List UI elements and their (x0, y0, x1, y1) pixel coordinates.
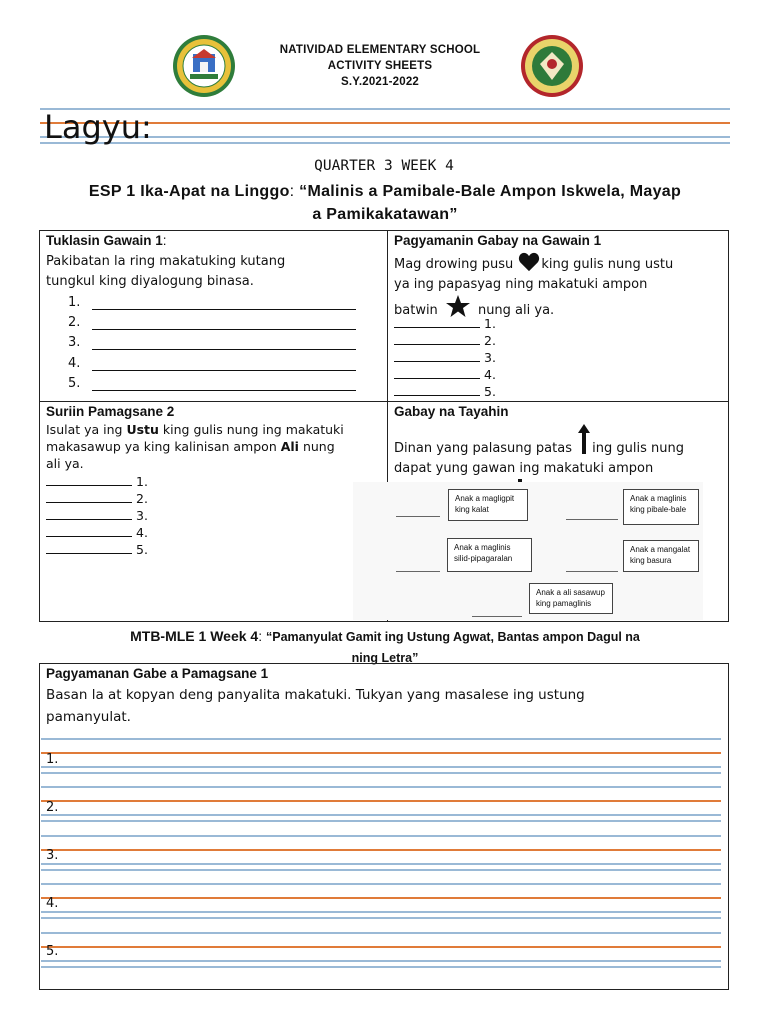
cell2-instructions: Mag drowing pusu king gulis nung ustu ya ing papasyag ning makatuki ampon batwin nung ali ya. (394, 252, 724, 321)
esp-title-line1: “Malinis a Pamibale-Bale Ampon Iskwela, Mayap (299, 183, 682, 200)
school-header (240, 42, 520, 90)
guide-line (41, 786, 721, 788)
school-year: S.Y.2021-2022 (340, 76, 420, 88)
answer-line-5[interactable]: 5. (68, 376, 80, 391)
answer-blank[interactable] (396, 571, 440, 572)
guide-line (41, 766, 721, 768)
writing-line-number[interactable]: 4. (46, 896, 59, 911)
writing-line-number[interactable]: 3. (46, 848, 59, 863)
guide-line (41, 752, 721, 754)
guide-line (41, 897, 721, 899)
answer-line-2[interactable]: 2. (68, 315, 80, 330)
answer-line-4[interactable]: 4. (46, 524, 148, 540)
answer-blank[interactable] (566, 519, 618, 520)
cell3-title: Suriin Pamagsane 2 (46, 404, 175, 419)
cell1-line2: tungkul king diyalogung binasa. (46, 274, 254, 289)
guide-line (41, 869, 721, 871)
writing-line-number[interactable]: 2. (46, 800, 59, 815)
choice-box: Anak a ali sasawup king pamaglinis (529, 583, 613, 614)
mtb-prefix: MTB-MLE 1 Week 4 (130, 628, 259, 644)
arrow-up-icon (578, 424, 590, 454)
mtb-title-line2: ning Letra” (351, 651, 419, 665)
choice-box: Anak a mangalat king basura (623, 540, 699, 572)
answer-line-3[interactable]: 3. (68, 335, 80, 350)
answer-line-1[interactable]: 1. (46, 473, 148, 489)
school-seal-left (172, 34, 236, 98)
guide-line (41, 738, 721, 740)
guide-line (41, 863, 721, 865)
answer-blank[interactable] (472, 616, 522, 617)
cell1-instructions (46, 252, 285, 292)
choice-box: Anak a maglinis king pibale-bale (623, 489, 699, 525)
activity-sheets-label: ACTIVITY SHEETS (327, 60, 433, 72)
answer-line-3[interactable]: 3. (394, 349, 496, 365)
answer-line-5[interactable]: 5. (394, 383, 496, 399)
guide-line (41, 814, 721, 816)
guide-line (41, 849, 721, 851)
guide-line (41, 772, 721, 774)
school-name: NATIVIDAD ELEMENTARY SCHOOL (279, 44, 481, 56)
answer-line-2[interactable]: 2. (394, 332, 496, 348)
answer-line-4[interactable]: 4. (68, 356, 80, 371)
esp-title (60, 180, 710, 226)
cell2-line2: ya ing papasyag ning makatuki ampon (394, 277, 648, 292)
answer-blank[interactable] (566, 571, 618, 572)
cell3-instructions: Isulat ya ing Ustu king gulis nung ing makatuki makasawup ya king kalinisan ampon Ali nung ali ya. (46, 422, 344, 471)
answer-line-3[interactable]: 3. (46, 507, 148, 523)
guide-line (41, 946, 721, 948)
writing-line-number[interactable]: 5. (46, 944, 59, 959)
cell1-line1: Pakibatan la ring makatuking kutang (46, 254, 286, 269)
name-label: Lagyu: (44, 108, 152, 146)
guide-line (41, 820, 721, 822)
heart-icon (518, 252, 540, 272)
cell4-title: Gabay na Tayahin (394, 404, 509, 419)
esp-title-line2: a Pamikakatawan” (312, 206, 458, 223)
answer-line-5[interactable]: 5. (46, 541, 148, 557)
choice-box: Anak a magligpit king kalat (448, 489, 528, 521)
guide-line (41, 835, 721, 837)
answer-blank[interactable] (396, 516, 440, 517)
grid-divider (40, 401, 728, 402)
guide-line (41, 883, 721, 885)
writing-line-number[interactable]: 1. (46, 752, 59, 767)
guide-line (41, 917, 721, 919)
answer-line-1[interactable]: 1. (68, 295, 80, 310)
cell4-line2: dapat yung gawan ing makatuki ampon (394, 461, 654, 476)
guide-line (41, 932, 721, 934)
choice-box: Anak a maglinis silid-pipagaralan (447, 538, 532, 572)
answer-line-1[interactable]: 1. (394, 315, 496, 331)
guide-line (41, 960, 721, 962)
star-icon (446, 295, 470, 317)
mtb-box-title: Pagyamanan Gabe a Pamagsane 1 (46, 666, 269, 681)
cell1-title: Tuklasin Gawain 1: (46, 233, 167, 248)
mtb-instructions: Basan la at kopyan deng panyalita makatuki. Tukyan yang masalese ing ustung pamanyulat. (46, 687, 585, 725)
guide-line (41, 966, 721, 968)
cell4-instructions: Dinan yang palasung patas ing gulis nung dapat yung gawan ing makatuki ampon (394, 424, 726, 503)
guide-line (41, 911, 721, 913)
answer-line-4[interactable]: 4. (394, 366, 496, 382)
quarter-label: QUARTER 3 WEEK 4 (314, 158, 454, 174)
esp-colon: : (289, 183, 295, 200)
mtb-title: MTB-MLE 1 Week 4: “Pamanyulat Gamit ing Ustung Agwat, Bantas ampon Dagul na ning Letra” (130, 628, 640, 665)
guide-line (41, 800, 721, 802)
answer-line-2[interactable]: 2. (46, 490, 148, 506)
esp-prefix: ESP 1 Ika-Apat na Linggo (88, 183, 290, 200)
school-seal-right (520, 34, 584, 98)
mtb-title-line1: “Pamanyulat Gamit ing Ustung Agwat, Bantas ampon Dagul na (266, 630, 640, 644)
cell2-title: Pagyamanin Gabay na Gawain 1 (394, 233, 602, 248)
